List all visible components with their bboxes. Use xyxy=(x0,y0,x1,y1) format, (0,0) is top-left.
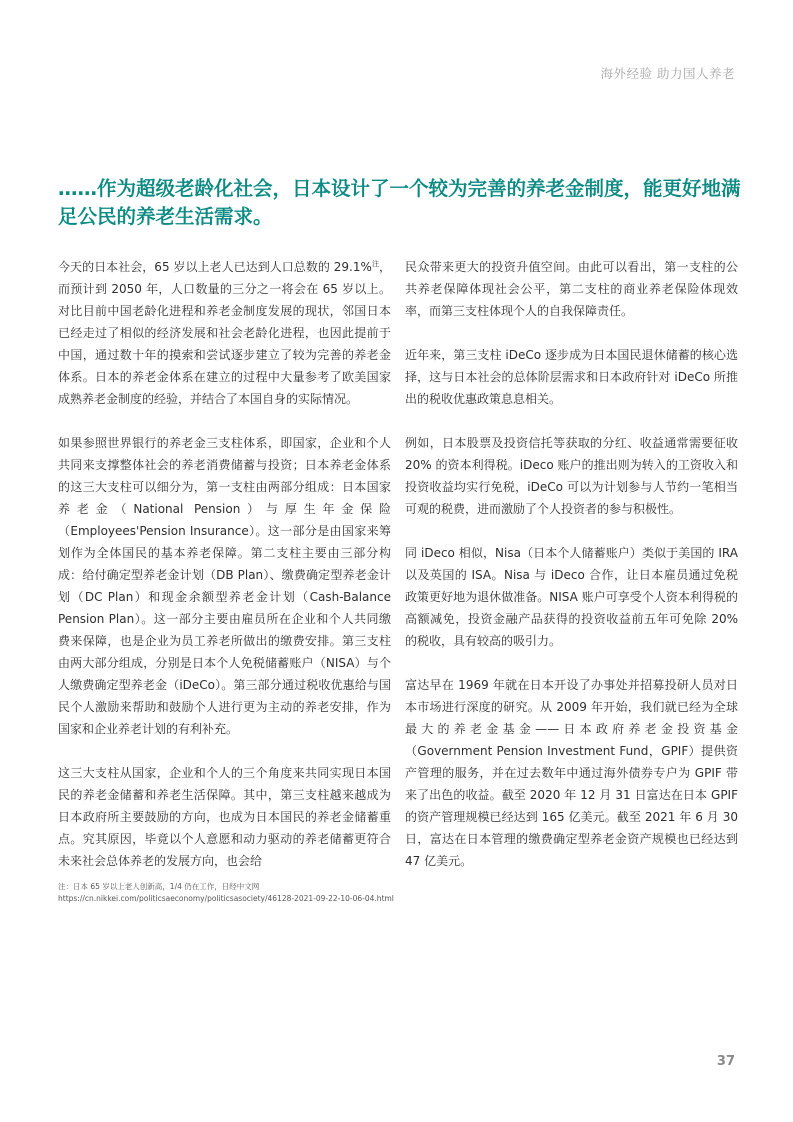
paragraph: 富达早在 1969 年就在日本开设了办事处并招募投研人员对日本市场进行深度的研究。从 2009 年开始，我们就已经为全球最大的养老金基金——日本政府养老金投资基金（Government Pension Investment Fund，GPIF）提供资产管理的服务，并在过去数年中通过海外债券专户为 GPIF 带来了出色的收益。截至 2020 年 12 月 31 日富达在日本 GPIF 的资产管理规模已经达到 165 亿美元。截至 2021 年 6 月 30 日，富达在日本管理的缴费确定型养老金资产规模也已经达到 47 亿美元。 xyxy=(405,678,738,868)
paragraph: 例如，日本股票及投资信托等获取的分红、收益通常需要征收 20% 的资本利得税。iDeco 账户的推出则为转入的工资收入和投资收益均实行免税，iDeCo 可以为计划参与人节约一笔相当可观的税费，进而激励了个人投资者的参与积极性。 xyxy=(405,436,738,516)
paragraph: 民众带来更大的投资升值空间。由此可以看出，第一支柱的公共养老保障体现社会公平，第二支柱的商业养老保险体现效率，而第三支柱体现个人的自我保障责任。 xyxy=(405,260,738,318)
footnote xyxy=(58,881,748,905)
paragraph: 如果参照世界银行的养老金三支柱体系，即国家，企业和个人共同来支撑整体社会的养老消费储蓄与投资；日本养老金体系的这三大支柱可以细分为，第一支柱由两部分组成：日本国家养老金（National Pension）与厚生年金保险（Employees'Pension Insurance）。这一部分是由国家来筹划作为全体国民的基本养老保障。第二支柱主要由三部分构成：给付确定型养老金计划（DB Plan）、缴费确定型养老金计划（DC Plan）和现金余额型养老金计划（Cash-Balance Pension Plan）。这一部分主要由雇员所在企业和个人共同缴费来保障，也是企业为员工养老所做出的缴费安排。第三支柱由两大部分组成，分别是日本个人免税储蓄账户（NISA）与个人缴费确定型养老金（iDeCo）。第三部分通过税收优惠给与国民个人激励来帮助和鼓励个人进行更为主动的养老安排，作为国家和企业养老计划的有利补充。 xyxy=(58,436,391,736)
paragraph: 同 iDeco 相似，Nisa（日本个人储蓄账户）类似于美国的 IRA 以及英国的 ISA。Nisa 与 iDeco 合作，让日本雇员通过免税政策更好地为退休做准备。NISA 账户可享受个人资本利得税的高额减免，投资金融产品获得的投资收益前五年可免除 20% 的税收，具有较高的吸引力。 xyxy=(405,546,738,648)
running-header: 海外经验 助力国人养老 xyxy=(600,66,735,81)
left-column xyxy=(58,256,391,894)
section-headline: ……作为超级老龄化社会，日本设计了一个较为完善的养老金制度，能更好地满足公民的养老生活需求。 xyxy=(58,177,741,228)
right-column xyxy=(405,256,738,894)
paragraph: 这三大支柱从国家，企业和个人的三个角度来共同实现日本国民的养老金储蓄和养老生活保障。其中，第三支柱越来越成为日本政府所主要鼓励的方向，也成为日本国民的养老金储蓄重点。究其原因，毕竟以个人意愿和动力驱动的养老储蓄更符合未来社会总体养老的发展方向，也会给 xyxy=(58,766,391,868)
page-number: 37 xyxy=(716,1054,735,1069)
footnote-link[interactable]: https://cn.nikkei.com/politicsaeconomy/politicsasociety/46128-2021-09-22-10-06-04.html xyxy=(58,894,394,903)
paragraph: 近年来，第三支柱 iDeCo 逐步成为日本国民退休储蓄的核心选择，这与日本社会的总体阶层需求和日本政府针对 iDeCo 所推出的税收优惠政策息息相关。 xyxy=(405,348,738,406)
paragraph xyxy=(58,256,391,410)
footnote-mark: 注 xyxy=(371,260,379,268)
footnote-text: 注：日本 65 岁以上老人创新高，1/4 仍在工作，日经中文网 xyxy=(58,882,260,891)
paragraph-text: 今天的日本社会，65 岁以上老人已达到人口总数的 29.1% xyxy=(58,260,372,274)
paragraph-text: ，而预计到 2050 年，人口数量的三分之一将会在 65 岁以上。对比目前中国老龄化进程和养老金制度发展的现状，邻国日本已经走过了相似的经济发展和社会老龄化进程，也因此提前于中国，通过数十年的摸索和尝试逐步建立了较为完善的养老金体系。日本的养老金体系在建立的过程中大量参考了欧美国家成熟养老金制度的经验，并结合了本国自身的实际情况。 xyxy=(58,260,391,406)
